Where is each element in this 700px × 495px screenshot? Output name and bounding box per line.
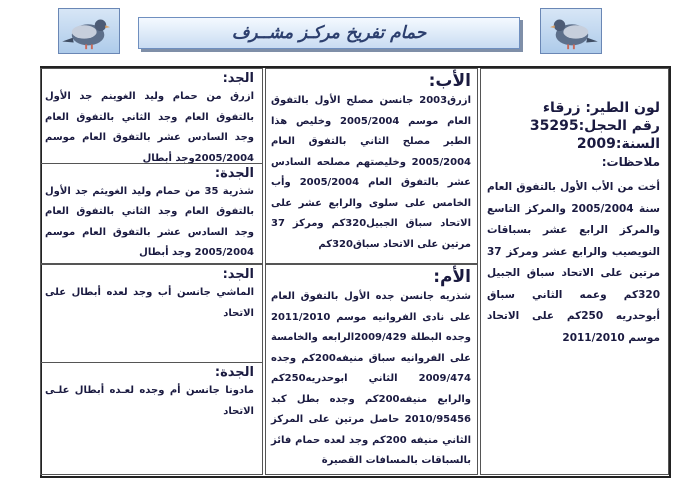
maternal-grandfather-label: الجد:: [222, 267, 254, 282]
mother-label: الأم:: [433, 267, 471, 287]
paternal-grandfather-label: الجد:: [222, 71, 254, 86]
mother-text: شذريه جانسن جده الأول بالتفوق العام على نادى الفروانيه موسم 2011/2010 وجده البطلة 2009/429الرابعه والخامسة على الفروانيه سباق منيفه200كم وجده 2009/474 الثاني ابوحدريه250كم والرابع منيفه200كم وجده بطل كبد 2010/95456 حاصل مرتين على المركز الثاني منيفه 200كم وجد لعده حمام فائز بالسباقات بالمسافات القصيرة: [271, 291, 471, 466]
maternal-grandmother-box: [41, 363, 262, 424]
father-text: ازرق2003 جانسن مصلح الأول بالتفوق العام موسم 2005/2004 وخليص هذا الطير مصلح الثاني بالتفوق العام 2005/2004 وخليصتهم مصلحه السادس عشر بالتفوق العام 2005/2004 وأب الخامس على سلوى والرابع عشر على الاتحاد سباق الجبيل320كم ومركز 37 مرتين على الاتحاد سباق320كم: [271, 95, 471, 250]
paternal-grandmother-text: شذرية 35 من حمام وليد الغويثم جد الأول بالتفوق العام وجد الثاني بالتفوق العام وجد السادس عشر بالتفوق العام موسم 2005/2004 وجد أبطال: [45, 185, 254, 259]
maternal-grandfather-text: الماشي جانسن أب وجد لعده أبطال على الاتحاد: [45, 287, 254, 319]
bird-notes-text: أخت من الأب الأول بالتفوق العام سنة 2005/2004 والمركز التاسع والمركز الرابع عشر بسباقات النويصيب والرابع عشر ومركز 37 مرتين على الاتحاد سباق الجبيل 320كم وعمه الثاني سباق أبوحدريه 250كم على الاتحاد موسم 2011/2010: [487, 181, 660, 344]
paternal-grandmother-box: [41, 164, 262, 263]
bird-notes-label: ملاحظات:: [601, 155, 660, 169]
maternal-grandmother-text: مادونا جانسن أم وجده لعـده أبطال علـى الاتحاد: [45, 385, 254, 417]
maternal-grandparents-cell: [40, 264, 263, 475]
bird-color: لون الطير: زرقاء: [542, 100, 660, 116]
bird-year: السنة:2009: [576, 136, 660, 152]
paternal-grandparents-cell: [40, 68, 263, 264]
paternal-grandfather-box: [41, 69, 262, 164]
maternal-grandfather-box: [41, 265, 262, 363]
bird-ring-number: رقم الحجل:35295: [529, 118, 660, 134]
paternal-grandfather-text: ازرق من حمام وليد الغوينم جد الأول بالتفوق العام وجد الثاني بالتفوق العام وجد السادس عشر بالتفوق العام موسم 2005/2004وجد أبطال: [45, 91, 254, 164]
paternal-grandmother-label: الجدة:: [214, 165, 254, 181]
maternal-grandmother-label: الجدة:: [214, 365, 254, 380]
father-label: الأب:: [428, 71, 471, 91]
mother-cell: [265, 264, 478, 475]
pigeon-photo-left: [58, 8, 120, 54]
pedigree-table: [40, 66, 671, 478]
pigeon-icon: [541, 9, 601, 53]
page-title: حمام تفريخ مركـز مشــرف: [231, 23, 427, 43]
bird-cell: [480, 68, 669, 475]
title-banner: [138, 17, 520, 49]
father-cell: [265, 68, 478, 264]
pigeon-photo-right: [540, 8, 602, 54]
pigeon-icon: [59, 9, 119, 53]
